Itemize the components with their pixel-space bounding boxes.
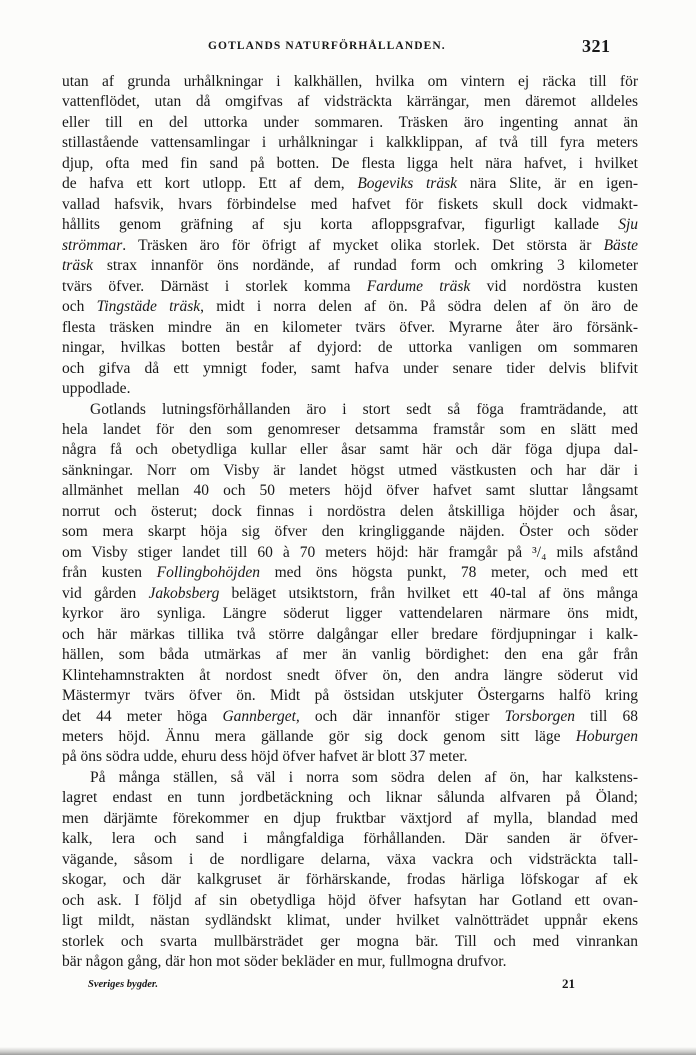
text-line (62, 604, 638, 624)
text-line (62, 932, 638, 952)
body-text (62, 72, 638, 973)
text-line (62, 707, 638, 727)
text-line (62, 481, 638, 501)
text-segment: och gifva då ett ymnigt foder, samt hafva under senare tider delvis blifvit (62, 359, 638, 377)
text-line (62, 154, 638, 174)
text-segment: Gotlands lutningsförhållanden äro i stort sedt så föga framträdande, att (90, 400, 638, 418)
scan-edge-shadow (0, 1047, 696, 1055)
text-segment: vägande, såsom i de nordligare delarna, växa vackra och vidsträckta tall- (62, 850, 638, 868)
text-segment: strax innanför öns nordände, af rundad form och omkring 3 kilometer (93, 257, 638, 275)
text-line (62, 850, 638, 870)
text-segment: och där innanför stiger (299, 707, 505, 725)
text-line (62, 92, 638, 112)
text-line (62, 666, 638, 686)
paragraph (62, 768, 638, 973)
text-line (62, 788, 638, 808)
text-segment: djup, ofta med fin sand på botten. De flesta ligga helt nära hafvet, i hvilket (62, 154, 638, 172)
text-line (62, 768, 638, 788)
text-segment: storlek och svarta mullbärsträdet ger mogna bär. Till och med vinrankan (62, 932, 638, 950)
text-segment: skogar, och där kalkgruset är förhärskande, frodas härliga löfskogar af ek (62, 871, 638, 889)
text-segment: eller till en del uttorka under sommaren. Träsken äro ingenting annat än (62, 113, 638, 131)
text-line (62, 461, 638, 481)
text-segment: Klintehamnstrakten åt nordost snedt öfver ön, den andra längre söderut vid (62, 666, 638, 684)
running-head: GOTLANDS NATURFÖRHÅLLANDEN. (208, 40, 446, 52)
text-line (62, 297, 638, 317)
text-segment: ningar, hvilkas botten består af dyjord: de uttorka vanligen om sommaren (62, 339, 638, 357)
text-line (62, 686, 638, 706)
text-line (62, 133, 638, 153)
text-segment: sänkningar. Norr om Visby är landet högst utmed västkusten och har där i (62, 461, 638, 479)
text-line (62, 338, 638, 358)
italic-term: Fardume träsk (366, 277, 471, 295)
text-line (62, 563, 638, 583)
text-segment: hela landet för den som genomreser detsamma framstår som en slätt med (62, 420, 638, 438)
text-line (62, 440, 638, 460)
text-segment: flesta träsken mindre än en kilometer tvärs öfver. Myrarne åter äro försänk- (62, 318, 638, 336)
italic-term: Sju (618, 216, 638, 234)
paragraph (62, 400, 638, 768)
text-line (62, 195, 638, 215)
signature-title: Sveriges bygder. (88, 979, 158, 990)
text-segment: som mera skarpt höja sig öfver den kringliggande näjden. Öster och söder (62, 523, 638, 541)
text-line (62, 379, 638, 399)
text-segment: kyrkor äro synliga. Längre söderut ligger vattendelaren närmare öns midt, (62, 605, 638, 623)
text-line (62, 72, 638, 92)
text-segment: de hafva ett kort utlopp. Ett af dem, (62, 175, 358, 193)
text-segment: från kusten (62, 564, 157, 582)
text-line (62, 911, 638, 931)
text-line (62, 645, 638, 665)
italic-term: träsk (62, 257, 93, 275)
text-segment: , midt i norra delen af ön. På södra delen af ön äro de (200, 298, 638, 316)
text-line (62, 747, 638, 767)
italic-term: Follingbohöjden (156, 564, 260, 582)
text-segment: kalk, lera och sand i mångfaldiga förhållanden. Där sanden är öfver- (62, 830, 638, 848)
text-segment: och (62, 298, 97, 316)
text-line (62, 543, 638, 563)
text-line (62, 359, 638, 379)
text-segment: och ask. I följd af sin obetydliga höjd öfver hafsytan har Gotland ett ovan- (62, 891, 638, 909)
text-segment: och här märkas tillika två större dalgångar eller bredare fördjupningar i kalk- (62, 625, 638, 643)
signature-mark: 21 (562, 976, 575, 991)
italic-term: Jakobsberg (148, 584, 220, 602)
text-segment: stillastående vattensamlingar i urhålkningar i kalkklippan, af två till fyra meters (62, 134, 638, 152)
text-line (62, 502, 638, 522)
text-line (62, 952, 638, 972)
text-line (62, 625, 638, 645)
text-line (62, 174, 638, 194)
text-segment: på öns södra udde, ehuru dess höjd öfver hafvet är blott 37 meter. (62, 748, 468, 766)
text-segment: norrut och österut; dock finnas i nordöstra delen åtskilliga höjder och åsar, (62, 502, 638, 520)
text-line (62, 420, 638, 440)
text-segment: med öns högsta punkt, 78 meter, och med ett (259, 564, 638, 582)
italic-term: Torsborgen (504, 707, 575, 725)
text-segment: vid nordöstra kusten (470, 277, 638, 295)
text-line (62, 215, 638, 235)
text-segment: några få och obetydliga kullar eller åsar samt här och där föga djupa dal- (62, 441, 638, 459)
text-segment: vid gården (62, 584, 149, 602)
text-segment: bär någon gång, där hon mot söder bekläder en mur, fullmogna drufvor. (62, 953, 507, 971)
text-line (62, 236, 638, 256)
text-segment: uppodlade. (62, 380, 131, 398)
text-line (62, 256, 638, 276)
italic-term: strömmar (62, 236, 123, 254)
text-segment: utan af grunda urhålkningar i kalkhällen, hvilka om vintern ej räcka till för (62, 73, 638, 90)
text-line (62, 400, 638, 420)
text-segment: nära Slite, är en igen- (456, 175, 638, 193)
italic-term: Bäste (603, 236, 638, 254)
italic-term: Bogeviks träsk (357, 175, 457, 193)
text-line (62, 584, 638, 604)
text-line (62, 113, 638, 133)
italic-term: Hoburgen (575, 728, 638, 745)
text-segment: men därjämte förekommer en djup fruktbar växtjord af mylla, blandad med (62, 809, 638, 827)
text-segment: lagret endast en tunn jordbetäckning och liknar sålunda alfvaren på Öland; (62, 789, 638, 807)
text-line (62, 891, 638, 911)
italic-term: Tingstäde träsk (96, 298, 201, 316)
text-segment: . Träsken äro för öfrigt af mycket olika storlek. Det största är (122, 236, 604, 254)
text-segment: På många ställen, så väl i norra som södra delen af ön, har kalkstens- (90, 768, 638, 786)
text-segment: beläget utsiktstorn, från hvilket ett 40-tal af öns många (219, 584, 638, 602)
text-segment: det 44 meter höga (62, 707, 223, 725)
text-segment: vallad hafsvik, hvars förbindelse med hafvet för fiskets skull dock vidmakt- (62, 195, 638, 213)
text-segment: meters höjd. Ännu mera gällande gör sig dock genom sitt läge (62, 728, 576, 745)
text-line (62, 522, 638, 542)
text-segment: till 68 (574, 707, 638, 725)
paragraph (62, 72, 638, 400)
page-number: 321 (582, 36, 611, 56)
text-line (62, 829, 638, 849)
text-segment: Mästermyr tvärs öfver ön. Midt på östsidan utskjuter Östergarns halfö kring (62, 687, 638, 705)
text-line (62, 277, 638, 297)
text-line (62, 318, 638, 338)
text-segment: vattenflödet, utan då omgifvas af vidsträckta kärrängar, men däremot alldeles (62, 93, 638, 111)
text-segment: hällen, som båda utmärkas af mer än vanlig bördighet: den ena går från (62, 646, 638, 664)
text-segment: ligt mildt, nästan sydländskt klimat, under hvilket valnötträdet uppnår ekens (62, 912, 638, 930)
text-segment: allmänhet mellan 40 och 50 meters höjd öfver hafvet samt sluttar långsamt (62, 482, 638, 500)
text-segment: om Visby stiger landet till 60 à 70 meters höjd: här framgår på ³/₄ mils afstånd (62, 543, 638, 561)
text-line (62, 870, 638, 890)
text-line (62, 809, 638, 829)
italic-term: Gannberget, (222, 707, 300, 725)
text-segment: tvärs öfver. Därnäst i storlek komma (62, 277, 367, 295)
text-line (62, 727, 638, 747)
text-segment: hållits genom gräfning af sju korta afloppsgrafvar, figurligt kallade (62, 216, 619, 234)
